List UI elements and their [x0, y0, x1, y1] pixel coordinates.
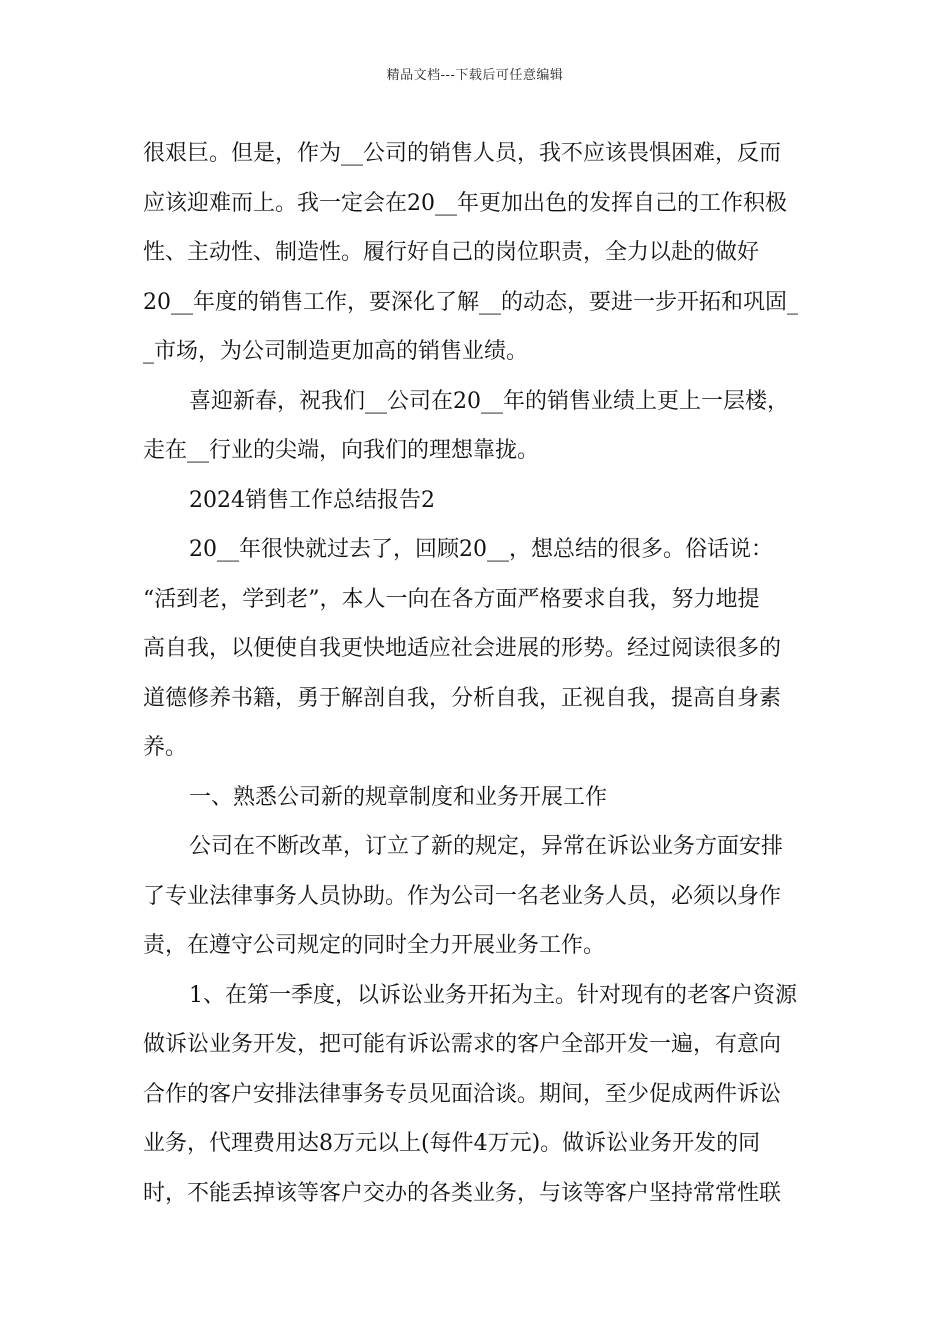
text-line: “活到老，学到老”，本人一向在各方面严格要求自我，努力地提 — [143, 586, 760, 612]
text-line: 20__年度的销售工作，要深化了解__的动态，要进一步开拓和巩固_ — [143, 289, 798, 315]
text-line: 道德修养书籍，勇于解剖自我，分析自我，正视自我，提高自身素 — [143, 685, 782, 711]
text-line: 喜迎新春，祝我们__公司在20__年的销售业绩上更上一层楼， — [189, 388, 789, 414]
text-line: 责，在遵守公司规定的同时全力开展业务工作。 — [143, 933, 606, 958]
text-line: 合作的客户安排法律事务专员见面洽谈。期间，至少促成两件诉讼 — [143, 1081, 782, 1107]
document-body — [143, 129, 809, 1218]
text-line: 一、熟悉公司新的规章制度和业务开展工作 — [189, 784, 608, 810]
text-line: 20__年很快就过去了，回顾20__，想总结的很多。俗话说： — [189, 537, 773, 562]
text-line: 2024销售工作总结报告2 — [189, 487, 435, 513]
text-line: _市场，为公司制造更加高的销售业绩。 — [143, 339, 529, 364]
text-line: 公司在不断改革，订立了新的规定，异常在诉讼业务方面安排 — [189, 834, 784, 859]
text-line: 走在__行业的尖端，向我们的理想靠拢。 — [143, 438, 540, 463]
text-line: 时，不能丢掉该等客户交办的各类业务，与该等客户坚持常常性联 — [143, 1180, 782, 1206]
text-line: 做诉讼业务开发，把可能有诉讼需求的客户全部开发一遍，有意向 — [143, 1032, 782, 1057]
page-header: 精品文档---下载后可任意编辑 — [386, 68, 564, 83]
text-line: 养。 — [143, 735, 188, 760]
text-line: 应该迎难而上。我一定会在20__年更加出色的发挥自己的工作积极 — [143, 190, 787, 216]
text-line: 了专业法律事务人员协助。作为公司一名老业务人员，必须以身作 — [143, 883, 782, 909]
text-line: 业务，代理费用达8万元以上(每件4万元)。做诉讼业务开发的同 — [143, 1131, 761, 1156]
text-line: 1、在第一季度，以诉讼业务开拓为主。针对现有的老客户资源 — [189, 982, 797, 1008]
text-line: 很艰巨。但是，作为__公司的销售人员，我不应该畏惧困难，反而 — [143, 141, 782, 166]
text-line: 性、主动性、制造性。履行好自己的岗位职责，全力以赴的做好 — [143, 240, 760, 265]
text-line: 高自我，以便使自我更快地适应社会进展的形势。经过阅读很多的 — [143, 636, 782, 661]
